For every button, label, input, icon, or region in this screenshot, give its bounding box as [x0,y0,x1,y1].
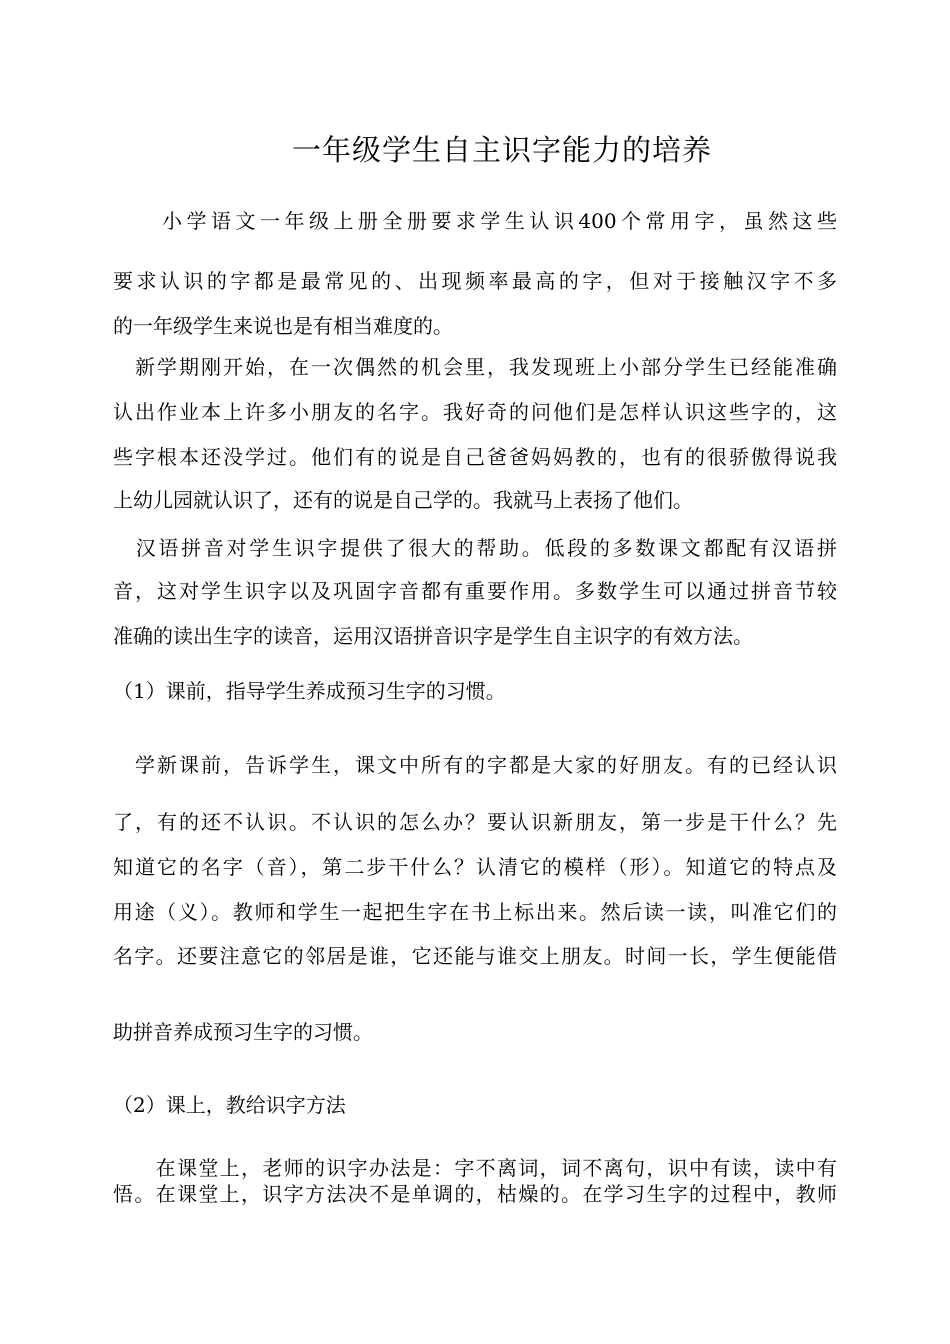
paragraph-line: 音，这对学生识字以及巩固字音都有重要作用。多数学生可以通过拼音节较 [113,579,837,603]
section-heading: （1）课前，指导学生养成预习生字的习惯。 [113,679,506,703]
paragraph-line: 了，有的还不认识。不认识的怎么办？要认识新朋友，第一步是干什么？先 [113,810,837,834]
section-heading: （2）课上，教给识字方法 [113,1093,346,1117]
paragraph-line: 准确的读出生字的读音，运用汉语拼音识字是学生自主识字的有效方法。 [113,624,753,648]
paragraph-line: 名字。还要注意它的邻居是谁，它还能与谁交上朋友。时间一长，学生便能借 [113,944,837,968]
paragraph-line: 认出作业本上许多小朋友的名字。我好奇的问他们是怎样认识这些字的，这 [113,400,837,424]
paragraph-line: 知道它的名字（音），第二步干什么？认清它的模样（形）。知道它的特点及 [113,855,837,879]
paragraph-line: 的一年级学生来说也是有相当难度的。 [113,314,453,338]
document-title: 一年级学生自主识字能力的培养 [291,133,712,167]
paragraph-line: 汉语拼音对学生识字提供了很大的帮助。低段的多数课文都配有汉语拼 [113,536,837,560]
paragraph-line: 助拼音养成预习生字的习惯。 [113,1020,373,1044]
paragraph-line: 在课堂上，老师的识字办法是：字不离词，词不离句，识中有读，读中有 [113,1156,837,1180]
paragraph-line: 要求认识的字都是最常见的、出现频率最高的字，但对于接触汉字不多 [113,269,837,293]
paragraph-line: 些字根本还没学过。他们有的说是自己爸爸妈妈教的，也有的很骄傲得说我 [113,445,837,469]
paragraph-line: 用途（义）。教师和学生一起把生字在书上标出来。然后读一读，叫准它们的 [113,900,837,924]
paragraph-line: 悟。在课堂上，识字方法决不是单调的，枯燥的。在学习生字的过程中，教师 [113,1182,837,1206]
paragraph-line: 小学语文一年级上册全册要求学生认识400个常用字，虽然这些 [113,209,837,233]
paragraph-line: 新学期刚开始，在一次偶然的机会里，我发现班上小部分学生已经能准确 [113,355,837,379]
paragraph-line: 上幼儿园就认识了，还有的说是自己学的。我就马上表扬了他们。 [113,488,693,512]
paragraph-line: 学新课前，告诉学生，课文中所有的字都是大家的好朋友。有的已经认识 [113,753,837,777]
